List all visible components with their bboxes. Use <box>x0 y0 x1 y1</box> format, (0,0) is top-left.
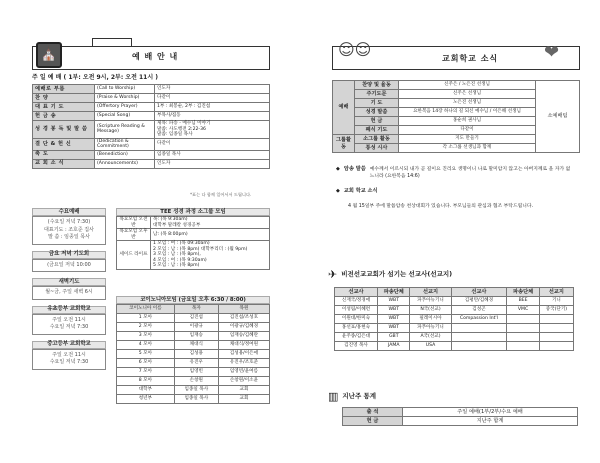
order-value: 다같이 <box>155 138 270 150</box>
cell-header: 코이노니아 이름 <box>117 305 175 314</box>
order-sub: (Benediction) <box>95 150 155 159</box>
mission-value: A국(선교) <box>410 333 451 342</box>
cell-header: 목원 <box>218 305 269 314</box>
stats-label: 출 석 <box>343 408 403 417</box>
ministry-value: 노은진 선생님 <box>399 99 536 108</box>
mission-value: 윤주종/김은대 <box>335 333 378 342</box>
order-value: 다같이 <box>155 94 270 103</box>
mission-value: 김평탄/김혜경 <box>451 297 507 306</box>
notes-section <box>336 166 572 218</box>
stats-title-row <box>328 390 580 403</box>
mission-value: 중국(단기) <box>539 306 573 315</box>
mission-value <box>451 333 507 342</box>
note-text: 예수께서 이르시되 내가 곧 길이요 진리요 생명이니 나로 말미암지 않고는 아버지께로 올 자가 없느니라 (요한복음 14:6) <box>369 167 571 180</box>
order-sub: (Call to Worship) <box>95 85 155 94</box>
cell-table <box>116 304 270 404</box>
order-row <box>33 150 270 159</box>
tee-label: 세이드 라이프 <box>117 241 151 270</box>
cell-row <box>117 350 270 359</box>
ministry-item: 기 도 <box>355 99 399 108</box>
cell-value: 김진섭 <box>174 314 218 323</box>
right-page <box>300 0 600 463</box>
order-value: 부목사/집동 <box>155 112 270 121</box>
tee-line: 남: (목 8:00pm) <box>153 231 188 237</box>
mission-header: 파송단체 <box>378 288 410 297</box>
schedule-line: 주일 오전 11시 <box>52 316 86 323</box>
service-title: 주 일 예 배 ( 1부: 오전 9시, 2부: 오전 11시 ) <box>32 74 158 81</box>
order-note: *표는 다 함께 일어서서 드립니다. <box>190 192 252 197</box>
schedule-box <box>32 208 106 245</box>
order-table <box>32 84 270 169</box>
tee-line: 대학부 말레칼 성경공부 <box>153 222 201 228</box>
schedule-line: 수요일 저녁 7:30 <box>49 324 89 330</box>
header-title: 교회학교 소식 <box>442 54 499 63</box>
order-value: 제목: 파송 - 예수님 이야기 말씀: 사도행전 2:22-36 말씀: 임종일 목사 <box>155 121 270 139</box>
mission-value: 파푸아뉴기니 <box>410 297 451 306</box>
mission-value: 기니 <box>539 297 573 306</box>
order-row <box>33 121 270 139</box>
cell-title: 코이노니아모임 (금요일 오후 6:30 / 8:00) <box>116 296 270 304</box>
cell-value: 유진우 <box>174 359 218 368</box>
cell-value: 이광규 <box>174 323 218 332</box>
order-label: 결 단 & 헌 신 <box>33 138 95 150</box>
schedule-body <box>32 314 106 335</box>
ministry-value: 다같이 <box>399 126 536 135</box>
mission-value: USA <box>410 342 451 351</box>
order-row <box>33 85 270 94</box>
worship-header <box>32 38 270 70</box>
mission-row <box>335 315 574 324</box>
cell-value: 김성용 <box>174 350 218 359</box>
mission-value <box>539 333 573 342</box>
note-item <box>336 203 572 210</box>
cell-header: 목자 <box>174 305 218 314</box>
ministry-value: 신주은 / 노은진 선생님 <box>399 81 536 90</box>
ministry-group: 예배 <box>333 81 355 135</box>
note-title: 암송 말씀 <box>343 166 366 172</box>
tee-detail <box>151 229 270 241</box>
cell-value: 이광규/김혜경 <box>218 323 269 332</box>
tee-line: 3 모임 : 남 : (목 8pm), <box>153 252 201 257</box>
mission-header: 선교지 <box>410 288 451 297</box>
mission-value: Compassion Int'l <box>451 315 507 324</box>
mission-header: 선교지 <box>539 288 573 297</box>
mission-value: VMC <box>507 306 539 315</box>
mission-row <box>335 324 574 333</box>
mission-value <box>507 342 539 351</box>
ministry-value: 홍순희 권사님 <box>399 117 536 126</box>
tee-detail <box>151 241 270 270</box>
order-value: 인도자 <box>155 159 270 168</box>
order-of-service <box>32 84 270 169</box>
side-schedule <box>32 208 106 376</box>
tee-line: 2 모임 : 남 : (목 8pm) 대학부리더 : (월 9pm) <box>153 246 248 252</box>
ministry-value: 요한복음 14장 하나의 길 되신 예수님 / 이은해 선생님 <box>399 108 536 117</box>
note-text: 4 월 15일부 주에 말씀암송 천상대회가 있습니다. 부모님들의 관심과 협조 부탁드립니다. <box>348 203 534 209</box>
schedule-body <box>32 349 106 370</box>
mission-header-row <box>335 288 574 297</box>
ministry-section <box>332 80 580 153</box>
mission-header: 파송단체 <box>507 288 539 297</box>
stats-title: 지난주 통계 <box>342 391 377 400</box>
mission-value <box>451 324 507 333</box>
header-tab <box>92 38 132 46</box>
cell-value: 임재승/김혜란 <box>218 332 269 341</box>
schedule-body <box>32 216 106 245</box>
mission-value: WBT <box>378 324 410 333</box>
note-item <box>336 188 572 194</box>
cell-row <box>117 314 270 323</box>
mission-value: WBT <box>378 297 410 306</box>
ministry-item: 소그룹 활동 <box>355 135 399 144</box>
schedule-line: 말 씀 : 임종일 목사 <box>48 234 90 240</box>
stats-row <box>343 417 578 426</box>
tee-line: 4 모임 : 여 : (목 9:30am) <box>153 257 207 263</box>
kids-icon: ☺☺ <box>338 40 372 59</box>
mission-value: N국(선교) <box>410 306 451 315</box>
schedule-body <box>32 259 106 273</box>
order-sub: (Special Song) <box>95 112 155 121</box>
schedule-line: 대표기도 : 조호준 집사 <box>44 226 94 233</box>
order-sub: (Praise & Worship) <box>95 94 155 103</box>
cell-value: 채대식/정여원 <box>218 341 269 350</box>
mission-value <box>507 324 539 333</box>
school-header <box>332 40 580 70</box>
tee-line: 5 모임 : 남 : (목 8pm) <box>153 263 200 268</box>
mission-value: 김진영 목사 <box>335 342 378 351</box>
mission-value: WBT <box>378 315 410 324</box>
ministry-group: 그룹활동 <box>333 135 355 153</box>
cell-value: 임영빈/윤여름 <box>218 368 269 377</box>
order-label: 대 표 기 도 <box>33 103 95 112</box>
cell-row <box>117 341 270 350</box>
order-row <box>33 94 270 103</box>
order-sub: (Announcements) <box>95 159 155 168</box>
tee-row <box>117 229 270 241</box>
cell-row <box>117 332 270 341</box>
schedule-title: 금요 저녁 기도회 <box>32 251 106 259</box>
bullet-icon: ◆ <box>336 166 340 172</box>
tee-table <box>116 216 270 270</box>
cell-row <box>117 323 270 332</box>
order-value: 임종일 목사 <box>155 150 270 159</box>
cell-value: 2 모아 <box>117 323 175 332</box>
tee-row <box>117 241 270 270</box>
cell-value: 임재승 <box>174 332 218 341</box>
mission-value: BEE <box>507 297 539 306</box>
cell-row <box>117 386 270 395</box>
schedule-body <box>32 286 106 300</box>
schedule-line: (금요일 저녁 10:00 <box>47 261 91 268</box>
schedule-title: 새벽기도 <box>32 278 106 286</box>
stats-label: 헌 금 <box>343 417 403 426</box>
tee-label: 목요모임 오후 반 <box>117 229 151 241</box>
stats-table <box>342 407 578 426</box>
cell-row <box>117 359 270 368</box>
tee-line: 목: (목 9:30am) <box>153 217 188 222</box>
mission-header: 선교사 <box>335 288 378 297</box>
ministry-value: 각 소그룹 선생님과 함께 <box>399 144 536 153</box>
mission-value <box>539 315 573 324</box>
cell-value: 손창원/이소윤 <box>218 377 269 386</box>
stats-section <box>328 390 580 426</box>
cell-section <box>116 296 270 404</box>
order-label: 예배로 부름 <box>33 85 95 94</box>
tee-label: 목요모임 오전 반 <box>117 217 151 229</box>
order-sub: (Dedication & Commitment) <box>95 138 155 150</box>
order-sub: (Offertory Prayer) <box>95 103 155 112</box>
tee-section <box>116 208 270 270</box>
ministry-item: 주기도문 <box>355 90 399 99</box>
chart-icon: ▥ <box>328 390 339 403</box>
cell-row <box>117 395 270 404</box>
cell-row <box>117 368 270 377</box>
stats-row <box>343 408 578 417</box>
schedule-line: 주일 오전 11시 <box>52 351 86 358</box>
note-item <box>336 166 572 180</box>
cell-value: 8 모아 <box>117 377 175 386</box>
order-label: 교 회 소 식 <box>33 159 95 168</box>
order-row <box>33 103 270 112</box>
ministry-value: 지도 만들기 <box>399 135 536 144</box>
header-title: 예 배 안 내 <box>132 52 179 61</box>
cell-value: 임종일 목사 <box>174 386 218 395</box>
ministry-table <box>332 80 580 153</box>
order-label: 찬 양 <box>33 94 95 103</box>
schedule-box <box>32 306 106 335</box>
order-label: 헌 금 송 <box>33 112 95 121</box>
bullet-icon: ◆ <box>336 188 340 195</box>
cell-value: 대학부 <box>117 386 175 395</box>
ministry-item: 통성 시사 <box>355 144 399 153</box>
mission-title: 비전선교교회가 섬기는 선교사(선교지) <box>341 269 453 278</box>
mission-value: WBT <box>378 306 410 315</box>
cell-row <box>117 377 270 386</box>
mission-value <box>539 324 573 333</box>
ministry-item: 폐식 기도 <box>355 126 399 135</box>
tee-row <box>117 217 270 229</box>
schedule-box <box>32 251 106 273</box>
order-row <box>33 112 270 121</box>
mission-value: JAMA <box>378 342 410 351</box>
mission-value: 이원대/한미숙 <box>335 315 378 324</box>
cell-value: 교회 <box>218 395 269 404</box>
mission-value: 신재국/정경애 <box>335 297 378 306</box>
mission-title-row <box>328 268 580 281</box>
cell-value: 임종일 목사 <box>174 395 218 404</box>
mission-value: 파푸아뉴기니 <box>410 324 451 333</box>
schedule-title: 유초등부 교회학교 <box>32 306 106 314</box>
schedule-box <box>32 341 106 370</box>
mission-value <box>507 315 539 324</box>
cell-value: 김성용/이은애 <box>218 350 269 359</box>
schedule-title: 수요예배 <box>32 208 106 216</box>
order-sub: (Scripture Reading & Message) <box>95 121 155 139</box>
note-title: 교회 학교 소식 <box>343 188 378 195</box>
ministry-item: 헌 금 <box>355 117 399 126</box>
ministry-side: 소예배팀 <box>536 81 580 153</box>
mission-header: 선교사 <box>451 288 507 297</box>
heart-icon: ❤ <box>544 42 560 63</box>
mission-value: 이성림/이혜련 <box>335 306 378 315</box>
cell-value: 손창원 <box>174 377 218 386</box>
cell-value: 김진섭/조성호 <box>218 314 269 323</box>
schedule-line: 월~금, 주일 새벽 6시 <box>45 289 93 295</box>
stats-value: 주일 예배(1부/2부/수요 예배 <box>403 408 578 417</box>
cell-value: 4 모아 <box>117 341 175 350</box>
mission-row <box>335 306 574 315</box>
mission-row <box>335 333 574 342</box>
church-icon: ⛪ <box>36 42 62 68</box>
order-label: 축 도 <box>33 150 95 159</box>
cell-value: 청년부 <box>117 395 175 404</box>
cell-value: 유진우/조호준 <box>218 359 269 368</box>
mission-value <box>539 342 573 351</box>
order-row <box>33 159 270 168</box>
tee-title: TEE 성경 과정 소그룹 모임 <box>116 208 270 216</box>
schedule-box <box>32 278 106 300</box>
cell-value: 임영빈 <box>174 368 218 377</box>
mission-value: 김성곤 <box>451 306 507 315</box>
mission-table <box>334 287 574 351</box>
stats-value: 지난주 합계 <box>403 417 578 426</box>
mission-value <box>451 342 507 351</box>
order-value: 1부 : 최봉순, 2부 : 김진섭 <box>155 103 270 112</box>
order-value: 인도자 <box>155 85 270 94</box>
mission-value: 홍선표/홍현숙 <box>335 324 378 333</box>
mission-row <box>335 297 574 306</box>
tee-detail <box>151 217 270 229</box>
schedule-title: 중고등부 교회학교 <box>32 341 106 349</box>
cell-value: 3 모아 <box>117 332 175 341</box>
cell-value: 채대식 <box>174 341 218 350</box>
cell-value: 1 모아 <box>117 314 175 323</box>
schedule-line: (수요일 저녁 7:30) <box>47 219 91 225</box>
cell-value: 6 모아 <box>117 359 175 368</box>
cell-value: 5 모아 <box>117 350 175 359</box>
ministry-value: 신주은 선생님 <box>399 90 536 99</box>
mission-value: GBT <box>378 333 410 342</box>
mission-value <box>507 333 539 342</box>
order-label: 성 경 봉 독 및 말 씀 <box>33 121 95 139</box>
ministry-row <box>333 81 580 90</box>
order-row <box>33 138 270 150</box>
cell-header-row <box>117 305 270 314</box>
airplane-icon: ✈ <box>328 268 338 281</box>
schedule-line: 수요일 저녁 7:30 <box>49 359 89 365</box>
ministry-item: 찬양 및 율동 <box>355 81 399 90</box>
mission-row <box>335 342 574 351</box>
mission-value: 필레이시아 <box>410 315 451 324</box>
cell-value: 교회 <box>218 386 269 395</box>
tee-line: 1 모임 : 여 : (목 09:30am) <box>153 241 210 246</box>
cell-value: 7 모아 <box>117 368 175 377</box>
mission-section <box>328 268 580 351</box>
ministry-item: 성경 말씀 <box>355 108 399 117</box>
